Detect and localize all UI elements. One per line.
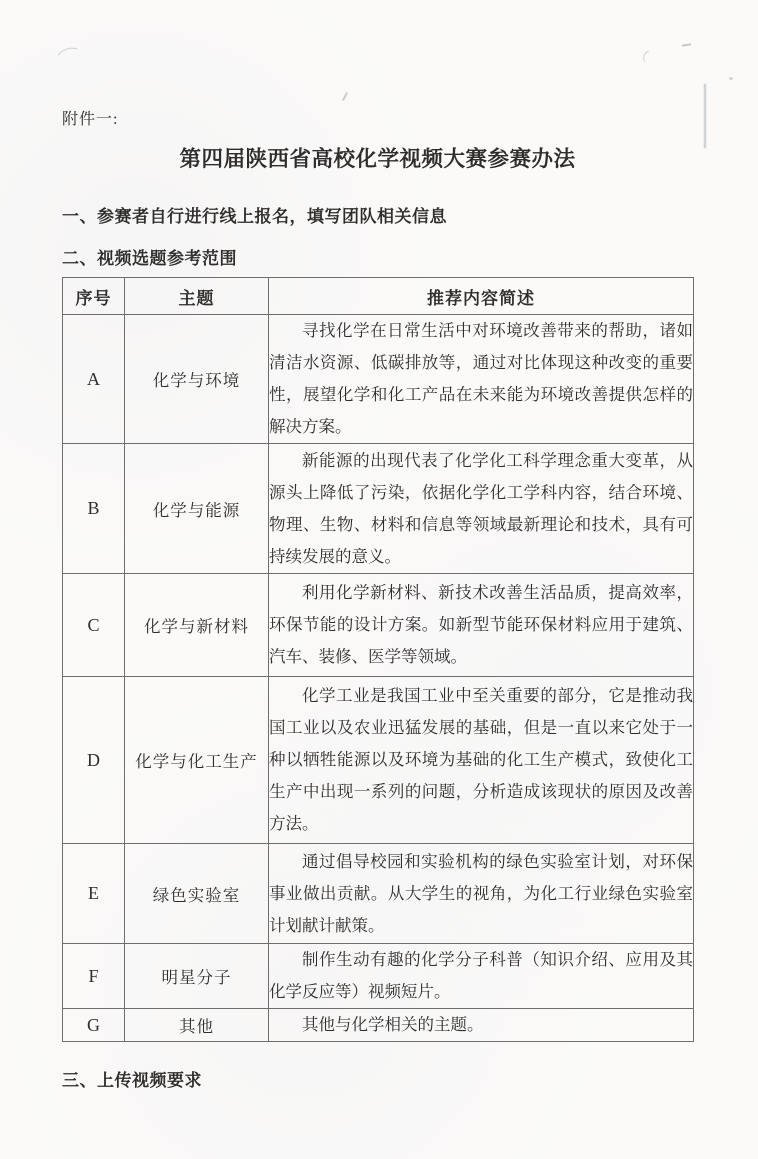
table-row [63,677,694,844]
document-content [62,106,693,1091]
table-row [63,844,694,944]
header-cell-number: 序号 [63,278,125,315]
row-id: E [63,844,125,944]
scan-artifact-speck [729,77,733,80]
row-id: B [63,444,125,574]
table-row [63,574,694,677]
document-title: 第四届陕西省高校化学视频大赛参赛办法 [179,147,576,171]
row-topic: 明星分子 [125,944,269,1009]
row-topic: 化学与化工生产 [125,677,269,844]
row-topic: 化学与环境 [125,315,269,444]
scan-artifact-arc-right [641,47,668,71]
table-header-row [63,278,694,315]
row-description: 通过倡导校园和实验机构的绿色实验室计划，对环保事业做出贡献。从大学生的视角，为化工行业绿色实验室计划献计献策。 [269,844,694,944]
row-description: 利用化学新材料、新技术改善生活品质，提高效率，环保节能的设计方案。如新型节能环保材料应用于建筑、汽车、装修、医学等领域。 [269,574,694,677]
table-row [63,1009,694,1042]
attachment-label: 附件一: [62,111,119,128]
row-description: 化学工业是我国工业中至关重要的部分，它是推动我国工业以及农业迅猛发展的基础，但是一直以来它处于一种以牺牲能源以及环境为基础的化工生产模式，致使化工生产中出现一系列的问题，分析造成该现状的原因及改善方法。 [269,677,694,844]
header-cell-topic: 主题 [125,278,269,315]
table-row [63,944,694,1009]
row-id: F [63,944,125,1009]
scan-artifact-dash [682,43,691,46]
row-description: 寻找化学在日常生活中对环境改善带来的帮助，诸如清洁水资源、低碳排放等，通过对比体现这种改变的重要性，展望化学和化工产品在未来能为环境改善提供怎样的解决方案。 [269,315,694,444]
section-heading-2: 二、视频选题参考范围 [62,249,237,268]
row-topic: 绿色实验室 [125,844,269,944]
row-topic: 化学与新材料 [125,574,269,677]
scan-artifact-slash [342,92,348,101]
row-topic: 其他 [125,1009,269,1042]
scan-artifact-arc-left [53,44,86,74]
header-cell-description: 推荐内容简述 [269,278,694,315]
section-heading-1: 一、参赛者自行进行线上报名，填写团队相关信息 [62,207,447,226]
topics-table [62,277,694,1042]
table-row [63,315,694,444]
row-description: 新能源的出现代表了化学化工科学理念重大变革，从源头上降低了污染，依据化学化工学科内容，结合环境、物理、生物、材料和信息等领域最新理论和技术，具有可持续发展的意义。 [269,444,694,574]
row-id: C [63,574,125,677]
scan-artifact-vertical-line [704,84,706,148]
table-row [63,444,694,574]
row-description: 制作生动有趣的化学分子科普（知识介绍、应用及其化学反应等）视频短片。 [269,944,694,1009]
row-topic: 化学与能源 [125,444,269,574]
row-id: A [63,315,125,444]
row-description: 其他与化学相关的主题。 [269,1009,694,1042]
section-heading-3: 三、上传视频要求 [62,1071,202,1090]
row-id: D [63,677,125,844]
row-id: G [63,1009,125,1042]
